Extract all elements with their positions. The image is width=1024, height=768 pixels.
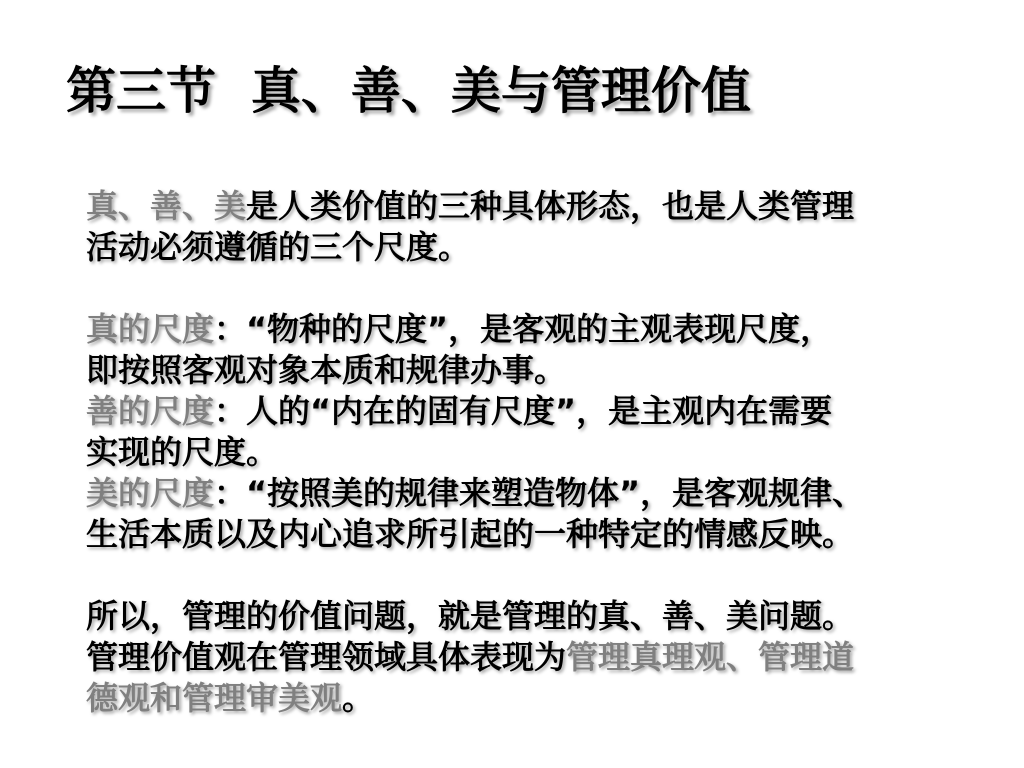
paragraph-1-line-1 — [86, 186, 946, 227]
management-views-highlight-1: 管理真理观、管理道 — [566, 638, 855, 676]
beauty-measure-line-2: 生活本质以及内心追求所引起的一种特定的情感反映。 — [86, 515, 855, 553]
conclusion-line-3 — [86, 678, 946, 719]
true-measure-label: 真的尺度 — [86, 310, 215, 348]
true-measure-line-1 — [86, 309, 946, 350]
conclusion-line-2 — [86, 637, 946, 678]
paragraph-1-line-2: 活动必须遵循的三个尺度。 — [86, 228, 471, 266]
beauty-measure-line-1 — [86, 473, 946, 514]
good-measure-line-1 — [86, 391, 946, 432]
good-measure-line-2: 实现的尺度。 — [86, 433, 279, 471]
conclusion-line-1: 所以，管理的价值问题，就是管理的真、善、美问题。 — [86, 597, 855, 635]
conclusion-line-2-text: 管理价值观在管理领域具体表现为 — [86, 638, 567, 676]
beauty-measure-text: ：“按照美的规律来塑造物体”，是客观规律、 — [214, 474, 865, 512]
highlight-true-good-beauty: 真、善、美 — [86, 187, 247, 225]
good-measure-label: 善的尺度 — [86, 392, 215, 430]
paragraph-1-line-1-text: 是人类价值的三种具体形态，也是人类管理 — [246, 187, 855, 225]
paragraph-spacer — [86, 268, 946, 309]
beauty-measure-label: 美的尺度 — [86, 474, 215, 512]
good-measure-text: ：人的“内在的固有尺度”，是主观内在需要 — [214, 392, 833, 430]
true-measure-text: ：“物种的尺度”，是客观的主观表现尺度， — [214, 310, 833, 348]
management-views-highlight-2: 德观和管理审美观 — [86, 679, 343, 717]
true-measure-line-2: 即按照客观对象本质和规律办事。 — [86, 351, 567, 389]
paragraph-spacer — [86, 555, 946, 596]
slide-title: 第三节 真、善、美与管理价值 — [66, 62, 751, 120]
conclusion-line-3-end: 。 — [342, 679, 375, 717]
slide-body — [86, 186, 946, 719]
